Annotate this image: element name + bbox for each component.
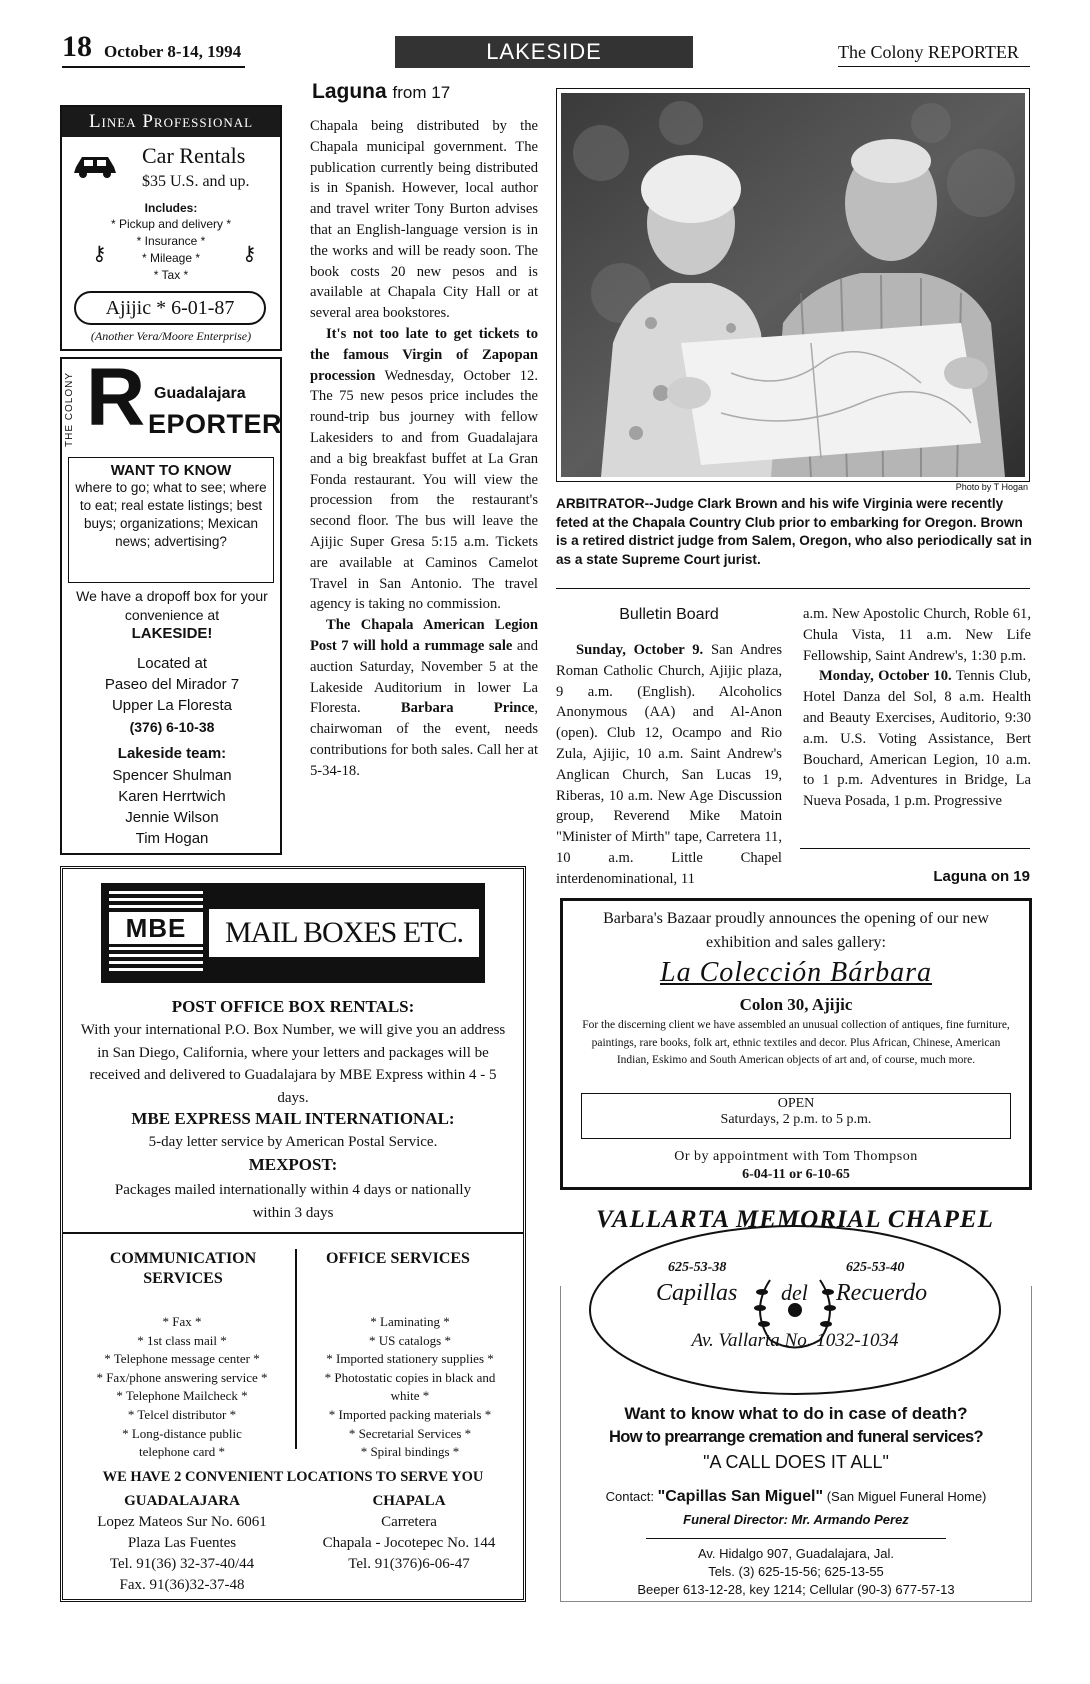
bulletin-day: Monday, October 10.	[819, 668, 952, 685]
mbe-text: With your international P.O. Box Number, we will give you an address in San Diego, California, where your letters and packages will be received and delivered to Guadalajara by MBE Express within 4 - 5 days.	[80, 1022, 506, 1106]
mbe-text: Packages mailed internationally within 4 days or nationally within 3 days	[114, 1182, 472, 1221]
gdl-line: Fax. 91(36)32-37-48	[119, 1577, 245, 1593]
key-icon: ⚷	[242, 243, 257, 265]
locations-title: WE HAVE 2 CONVENIENT LOCATIONS TO SERVE YOU	[102, 1469, 484, 1485]
bulletin-text: a.m. New Apostolic Church, Roble 61, Chula Vista, 11 a.m. New Life Fellowship, Saint Andrew's, 1:30 p.m.	[803, 606, 1031, 664]
office-item: * Laminating *	[370, 1314, 450, 1329]
reporter-ad	[60, 352, 283, 855]
mbe-ad	[60, 866, 526, 1602]
ad-footer: (Another Vera/Moore Enterprise)	[90, 329, 252, 343]
dropoff-place: LAKESIDE!	[131, 625, 213, 642]
team-member: Jennie Wilson	[125, 809, 219, 826]
bulletin-text: Tennis Club, Hotel Danza del Sol, 8 a.m. Health and Beauty Exercises, Auditorio, 9:30 a.m. U.S. Voting Assistance, Bert Bouchard, American Legion, 10 a.m. to 1 p.m. Adventures in Bridge, La Nueva Posada, 1 p.m. Progressive	[803, 668, 1031, 810]
chapala-line: Chapala - Jocotepec No. 144	[322, 1535, 496, 1551]
bazaar-address: Colon 30, Ajijic	[739, 995, 853, 1014]
article-lead: The Chapala American Legion Post 7 will hold a rummage sale	[310, 617, 538, 654]
heading-rest: from 17	[392, 83, 451, 102]
chapel-name-mid: del	[781, 1280, 808, 1305]
bulletin-col-2	[803, 604, 1031, 812]
article-text: , chairwoman of the event, needs contributions for both sales. Call her at 5-34-18.	[310, 700, 538, 779]
bazaar-body: For the discerning client we have assembled an unusual collection of antiques, fine furniture, paintings, rare books, folk art, ethnic textiles and decor. Plus African, Chinese, American Indian, Eskimo and South American objects of art and, of course, much more.	[582, 1019, 1010, 1066]
team-member: Tim Hogan	[135, 830, 209, 847]
contact-note: (San Miguel Funeral Home)	[826, 1489, 987, 1504]
open-hours: Saturdays, 2 p.m. to 5 p.m.	[720, 1112, 872, 1127]
chapel-question-2: How to prearrange cremation and funeral services?	[608, 1428, 984, 1446]
ad-title: Linea Professional	[62, 107, 280, 137]
want-to-know-box	[68, 457, 274, 583]
includes-item: * Mileage *	[141, 251, 201, 265]
comm-item: * Telephone message center *	[104, 1351, 260, 1367]
article-paragraph: Chapala being distributed by the Chapala municipal government. The publication currently being distributed is in Spanish. However, local author and travel writer Tony Burton advises that an English-language version is in the works and will be ready soon. The book costs 20 new pesos and is available at Chapala City Hall or at several area bookstores.	[310, 118, 538, 322]
paper-name: The Colony REPORTER	[838, 42, 1019, 62]
office-item: * Secretarial Services *	[348, 1425, 472, 1441]
chapel-address: Av. Vallarta No. 1032-1034	[691, 1330, 899, 1351]
chapel-phone-left: 625-53-38	[668, 1260, 727, 1275]
office-item: * Imported stationery supplies *	[326, 1351, 494, 1367]
office-item: * Imported packing materials *	[328, 1406, 492, 1422]
mbe-heading: MBE EXPRESS MAIL INTERNATIONAL:	[131, 1109, 455, 1128]
mbe-banner	[101, 883, 485, 983]
page-number: 18	[62, 30, 92, 63]
gdl-line: Lopez Mateos Sur No. 6061	[97, 1514, 267, 1530]
location-line: Located at	[136, 655, 208, 672]
bulletin-paragraph	[803, 666, 1031, 812]
open-label: OPEN	[777, 1096, 815, 1111]
mbe-name-box	[209, 909, 479, 957]
chapel-arc-title: VALLARTA MEMORIAL CHAPEL	[596, 1206, 994, 1233]
funeral-director: Funeral Director: Mr. Armando Perez	[683, 1512, 909, 1527]
comm-item: * 1st class mail *	[137, 1332, 227, 1348]
article-text: Wednesday, October 12. The 75 new pesos price includes the round-trip bus journey with fellow Lakesiders to and from Guadalajara and a big breakfast buffet at La Gran Fonda restaurant. You will view the procession from the restaurant's second floor. The bus will leave the Ajijic Super Gresa 5:15 a.m. Tickets are available at Caminos Camelot Travel in San Antonio. The travel agency is taking no commission.	[310, 367, 538, 613]
comm-list	[69, 1313, 295, 1462]
chapel-slogan: "A CALL DOES IT ALL"	[703, 1452, 889, 1472]
comm-item: * Fax/phone answering service *	[96, 1369, 268, 1385]
gdl-line: Plaza Las Fuentes	[127, 1535, 237, 1551]
key-icon: ⚷	[92, 243, 107, 265]
article-name: Barbara Prince	[400, 700, 535, 717]
service-name: Car Rentals	[142, 143, 246, 168]
reporter-city: Guadalajara	[154, 385, 246, 402]
gdl-line: Tel. 91(36) 32-37-40/44	[109, 1556, 255, 1572]
dropoff-text: We have a dropoff box for your convenience at	[76, 588, 268, 623]
reporter-big-letter: R	[86, 352, 146, 443]
car-icon	[72, 151, 118, 179]
chapel-question-1: Want to know what to do in case of death?	[624, 1404, 968, 1423]
couple-photo	[561, 93, 1025, 477]
chapel-tels: Tels. (3) 625-15-56; 625-13-55	[708, 1564, 884, 1579]
comm-item: * Telephone Mailcheck *	[116, 1388, 248, 1404]
chapala-line: Tel. 91(376)6-06-47	[348, 1556, 470, 1572]
mbe-logo: MBE	[109, 913, 203, 944]
chapala-location	[295, 1491, 523, 1575]
bulletin-text: San Andres Roman Catholic Church, Ajijic plaza, 9 a.m. (English). Alcoholics Anonymous (AA) and Al-Anon (open). Club 12, Ocampo and Rio Zula, Ajijic, 10 a.m. Saint Andrew's Anglican Church, San Lucas 19, Riberas, 10 a.m. New Age Discussion group, Reverend Mike Matoin "Minister of Mirth" tape, Carretera 11, 10 a.m. Little Chapel interdenominational, 11	[556, 642, 782, 887]
bazaar-name: La Colección Bárbara	[660, 957, 932, 988]
mbe-heading: POST OFFICE BOX RENTALS:	[171, 997, 415, 1016]
chapel-beeper: Beeper 613-12-28, key 1214; Cellular (90-3) 677-57-13	[637, 1582, 955, 1597]
contact-label: Contact:	[605, 1489, 655, 1504]
comm-item: * Fax *	[162, 1314, 202, 1329]
bazaar-ad	[560, 898, 1032, 1190]
location-line: Paseo del Mirador 7	[104, 676, 240, 693]
photo-credit: Photo by T Hogan	[955, 482, 1028, 492]
gdl-location	[69, 1491, 295, 1596]
office-item: * Photostatic copies in black and white *	[324, 1369, 496, 1404]
want-title: WANT TO KNOW	[110, 462, 232, 479]
want-body: where to go; what to see; where to eat; real estate listings; best buys; organizations; Mexican news; advertising?	[75, 480, 267, 549]
chapala-title: CHAPALA	[372, 1493, 446, 1509]
bazaar-appt: Or by appointment with Tom Thompson	[674, 1149, 918, 1164]
article-body	[310, 116, 538, 782]
gdl-title: GUADALAJARA	[124, 1493, 240, 1509]
photo-frame	[556, 88, 1030, 482]
reporter-phone: (376) 6-10-38	[129, 719, 215, 735]
reporter-word: EPORTER	[148, 409, 283, 439]
office-item: * US catalogs *	[369, 1332, 451, 1348]
rental-phone: Ajijic * 6-01-87	[74, 291, 266, 325]
office-list	[299, 1313, 521, 1462]
comm-item: * Telcel distributor *	[127, 1406, 237, 1422]
chapala-line: Carretera	[381, 1514, 437, 1530]
chapel-name-right: Recuerdo	[836, 1280, 928, 1306]
chapel-ad	[560, 1200, 1032, 1602]
office-title: OFFICE SERVICES	[326, 1250, 470, 1267]
chapel-contact	[560, 1488, 1032, 1506]
team-label: Lakeside team:	[117, 745, 227, 762]
chapel-address-2: Av. Hidalgo 907, Guadalajara, Jal.	[697, 1546, 895, 1561]
mbe-text: 5-day letter service by American Postal Service.	[148, 1134, 438, 1150]
jump-line: Laguna on 19	[933, 868, 1030, 885]
photo-caption: ARBITRATOR--Judge Clark Brown and his wife Virginia were recently feted at the Chapala Country Club prior to embarking for Oregon. Brown is a retired district judge from Salem, Oregon, who also periodically sat in as a state Supreme Court jurist.	[556, 496, 1032, 567]
team-member: Karen Herrtwich	[118, 788, 226, 805]
location-line: Upper La Floresta	[111, 697, 233, 714]
contact-name: "Capillas San Miguel"	[657, 1488, 824, 1505]
article-paragraph	[310, 324, 538, 615]
comm-item: * Long-distance public telephone card *	[122, 1425, 242, 1460]
car-rental-ad	[60, 105, 282, 351]
issue-date: October 8-14, 1994	[104, 42, 242, 61]
article-text: and auction Saturday, November 5 at the Lakeside Auditorium in lower La Floresta.	[310, 637, 538, 717]
includes-item: * Tax *	[153, 268, 189, 282]
section-banner: LAKESIDE	[395, 36, 693, 68]
mbe-heading: MEXPOST:	[248, 1155, 338, 1174]
heading-bold: Laguna	[312, 80, 387, 103]
includes-item: * Insurance *	[136, 234, 206, 248]
chapel-phone-right: 625-53-40	[846, 1260, 905, 1275]
chapel-name-left: Capillas	[656, 1280, 738, 1306]
office-item: * Spiral bindings *	[360, 1444, 460, 1460]
price: $35 U.S. and up.	[142, 173, 250, 190]
mbe-name: MAIL BOXES ETC.	[224, 916, 464, 949]
bulletin-col-1	[556, 640, 782, 890]
article-heading	[312, 80, 450, 104]
article-lead: It's not too late to get tickets to the famous Virgin of Zapopan procession	[310, 325, 538, 384]
bazaar-phones: 6-04-11 or 6-10-65	[742, 1167, 850, 1182]
bulletin-day: Sunday, October 9.	[576, 642, 704, 658]
includes-label: Includes:	[144, 201, 198, 215]
bulletin-title: Bulletin Board	[619, 606, 719, 623]
comm-title: COMMUNICATION SERVICES	[109, 1250, 257, 1287]
bazaar-hours-box	[581, 1093, 1011, 1139]
article-paragraph	[310, 615, 538, 781]
includes-item: * Pickup and delivery *	[110, 217, 232, 231]
side-label: THE COLONY	[64, 371, 75, 447]
team-member: Spencer Shulman	[112, 767, 232, 784]
bazaar-intro: Barbara's Bazaar proudly announces the opening of our new exhibition and sales gallery:	[603, 910, 989, 951]
